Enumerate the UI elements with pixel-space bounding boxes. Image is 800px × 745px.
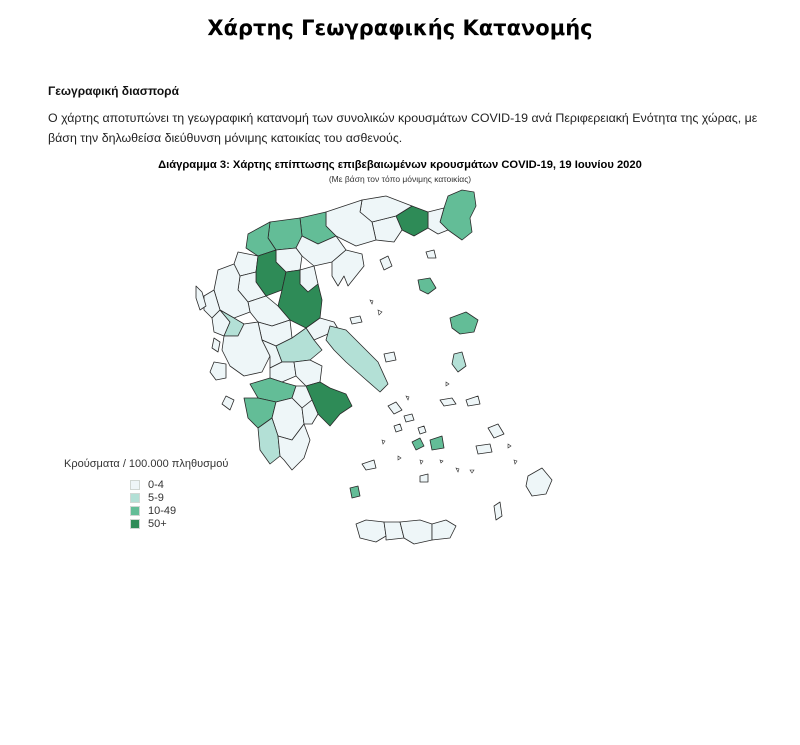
region-milos <box>362 460 376 470</box>
region-chania <box>356 520 386 542</box>
legend-swatch-0 <box>130 480 140 490</box>
region-andros-tinos <box>388 402 414 422</box>
region-limnos <box>418 278 436 294</box>
region-rhodes <box>526 468 552 496</box>
legend-label: 5-9 <box>148 491 164 504</box>
legend-item <box>130 517 228 530</box>
region-samothraki <box>426 250 436 258</box>
region-evia <box>326 326 388 392</box>
region-irakleio <box>400 520 432 544</box>
map-title: Διάγραμμα 3: Χάρτης επίπτωσης επιβεβαιωμένων κρουσμάτων COVID-19, 19 Ιουνίου 2020 <box>158 159 642 171</box>
legend-item <box>130 504 228 517</box>
legend-swatch-3 <box>130 519 140 529</box>
region-lesvos <box>450 312 478 334</box>
page-title: Χάρτης Γεωγραφικής Κατανομής <box>207 16 593 40</box>
region-ikaria-samos <box>440 396 480 406</box>
section-heading: Γεωγραφική διασπορά <box>48 84 179 98</box>
intro-paragraph: Ο χάρτης αποτυπώνει τη γεωγραφική κατανομή των συνολικών κρουσμάτων COVID-19 ανά Περιφερειακή Ενότητα της χώρας, με βάση την δηλωθείσα διεύθυνση μόνιμης κατοικίας του ασθενούς. <box>48 111 758 145</box>
legend-label: 0-4 <box>148 478 164 491</box>
region-zakynthos <box>222 396 234 410</box>
region-chios <box>452 352 466 372</box>
region-skopelos <box>350 316 362 324</box>
legend-label: 50+ <box>148 517 167 530</box>
legend-swatch-1 <box>130 493 140 503</box>
map-subtitle: (Με βάση τον τόπο μόνιμης κατοικίας) <box>328 174 472 184</box>
region-syros-mykonos <box>394 424 426 434</box>
region-kythira <box>350 486 360 498</box>
region-kos-kalymnos <box>476 424 504 454</box>
region-lasithi <box>432 520 456 540</box>
region-lefkada <box>212 338 220 352</box>
region-evros <box>440 190 476 240</box>
region-skyros <box>384 352 396 362</box>
legend-item <box>130 478 228 491</box>
region-santorini <box>420 474 428 482</box>
region-thasos <box>380 256 392 270</box>
map-legend <box>64 458 228 530</box>
region-kefalonia <box>210 362 226 380</box>
region-voiotia <box>294 360 322 386</box>
legend-label: 10-49 <box>148 504 177 517</box>
region-paros-naxos <box>412 436 444 450</box>
region-karpathos <box>494 502 502 520</box>
legend-item <box>130 491 228 504</box>
legend-swatch-2 <box>130 506 140 516</box>
legend-title: Κρούσματα / 100.000 πληθυσμού <box>64 458 229 470</box>
